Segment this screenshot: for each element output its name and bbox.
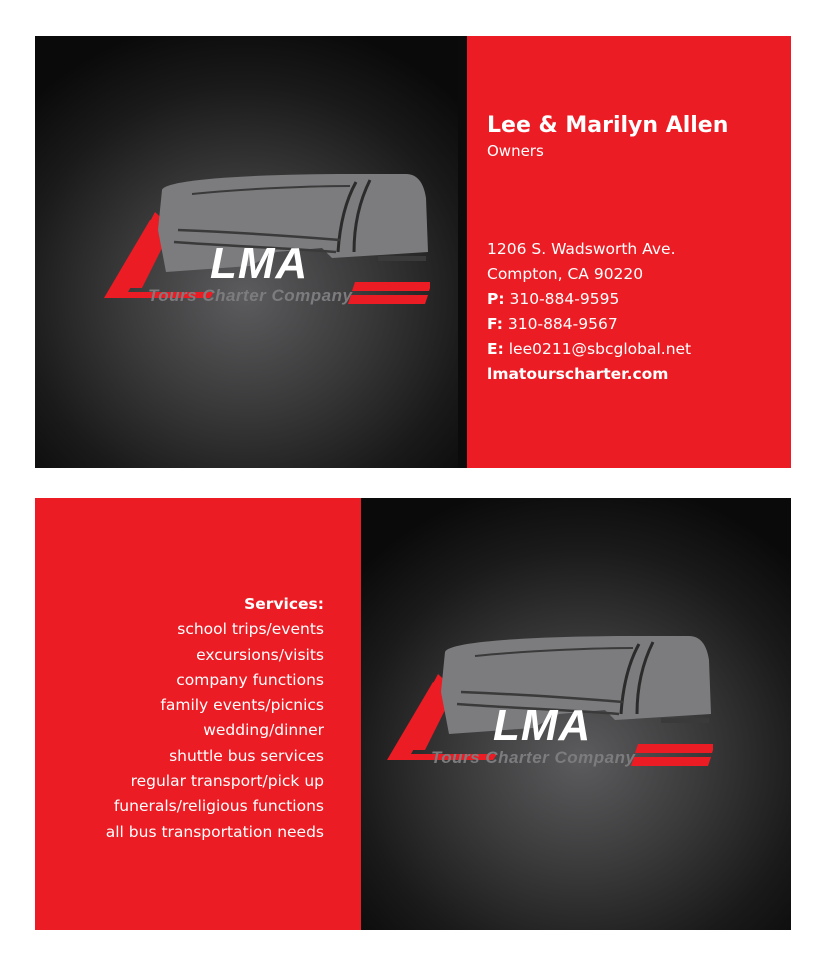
service-item: family events/picnics (160, 696, 324, 715)
phone-row (487, 287, 777, 312)
service-item: wedding/dinner (203, 721, 324, 740)
fax-row (487, 312, 777, 337)
fax-number: 310-884-9567 (507, 315, 618, 333)
fax-label: F: (487, 315, 503, 333)
phone-label: P: (487, 290, 505, 308)
service-item: school trips/events (177, 620, 324, 639)
logo-panel (35, 36, 458, 468)
company-logo (383, 632, 713, 782)
services-list (35, 592, 324, 845)
business-card-back (35, 498, 791, 930)
service-item: all bus transportation needs (105, 822, 324, 841)
owner-role: Owners (487, 142, 544, 160)
logo-mark-text: LMA (210, 239, 309, 288)
services-panel (35, 498, 361, 930)
phone-number[interactable]: 310-884-9595 (509, 290, 620, 308)
contact-info (487, 112, 777, 387)
company-logo (100, 170, 430, 320)
card-divider (458, 36, 467, 468)
email-row (487, 337, 777, 362)
business-card-front (35, 36, 791, 468)
email-address[interactable]: lee0211@sbcglobal.net (508, 340, 692, 358)
service-item: funerals/religious functions (113, 797, 324, 816)
service-item: shuttle bus services (169, 746, 324, 765)
services-heading: Services: (244, 595, 324, 613)
website-link[interactable]: lmatourscharter.com (487, 365, 669, 383)
address-line-1: 1206 S. Wadsworth Ave. (487, 240, 676, 258)
service-item: company functions (176, 670, 324, 689)
address-block (487, 237, 777, 387)
logo-mark-text: LMA (493, 701, 592, 750)
service-item: regular transport/pick up (130, 772, 324, 791)
logo-tagline: Tours Charter Company (148, 286, 353, 305)
email-label: E: (487, 340, 504, 358)
address-line-2: Compton, CA 90220 (487, 265, 644, 283)
service-item: excursions/visits (196, 645, 324, 664)
owner-name: Lee & Marilyn Allen (487, 113, 729, 138)
logo-tagline: Tours Charter Company (431, 748, 636, 767)
